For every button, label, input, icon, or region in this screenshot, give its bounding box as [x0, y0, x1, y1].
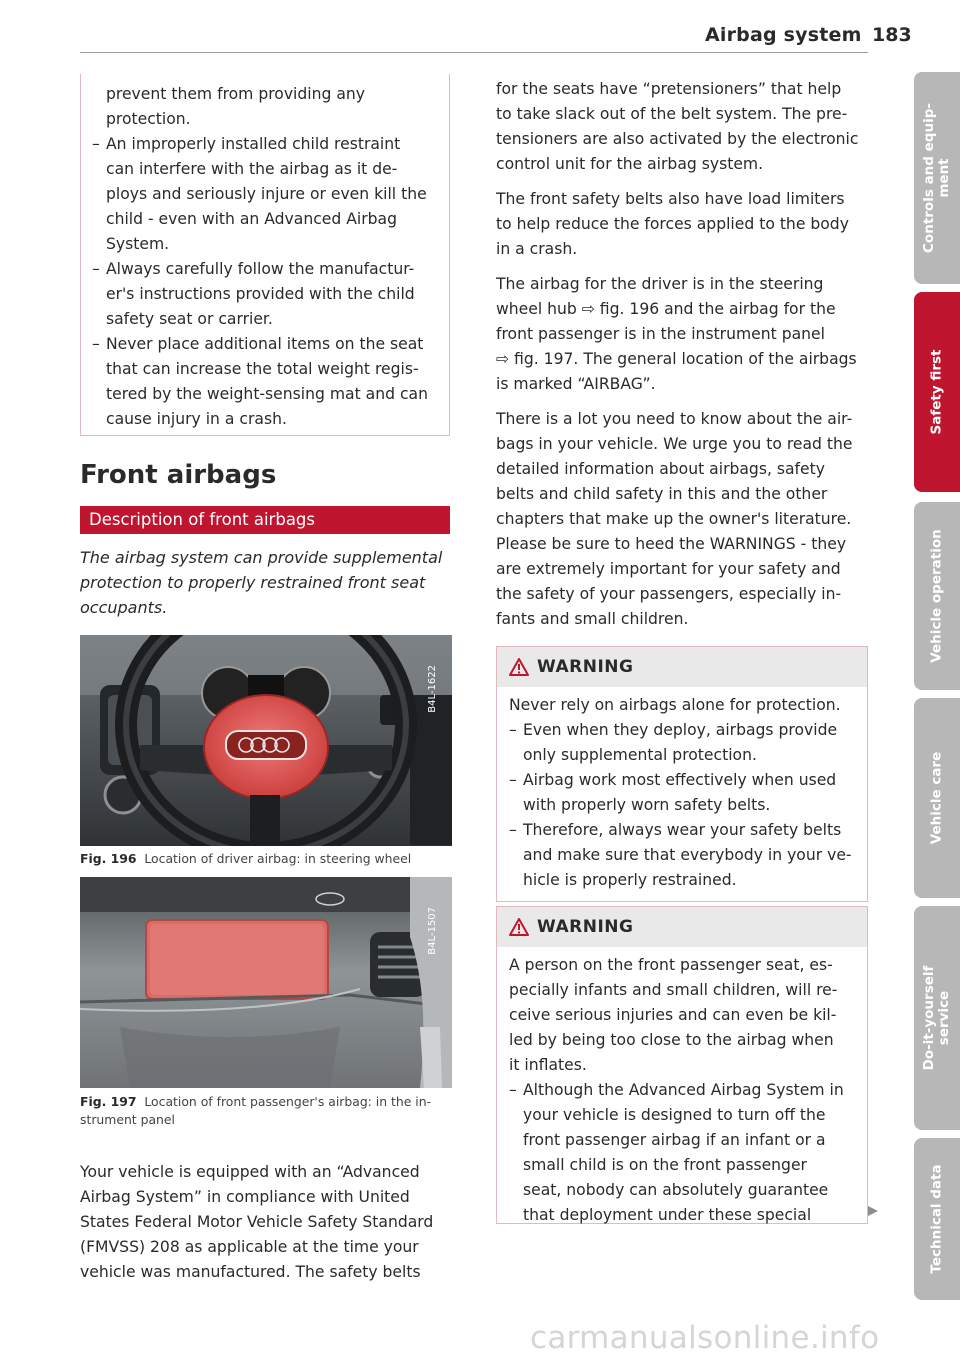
tab-controls-and-equipment[interactable]: Controls and equip- ment	[914, 72, 960, 284]
instrument-panel-illustration	[80, 877, 452, 1088]
continue-arrow-icon	[866, 1203, 880, 1222]
warning-lead: prevent them from providing any protection.	[106, 85, 366, 128]
warning-body: A person on the front passenger seat, es- pecially infants and small children, will re- ceive serious injuries and can even be kil- led by being too close to the airbag when it inflates. – Although the Advanced Airbag System in your vehicle is designed to turn off the front passenger airbag if an infant or a small child is on the front passenger seat, nobody can absolutely guarantee that deployment under these special	[497, 947, 867, 1236]
warning-body: Never rely on airbags alone for protection. – Even when they deploy, airbags provide only supplemental protection. – Airbag work most effectively when used with properly worn safety belts. – Therefore, always wear your safety belts and make sure that everybody in your ve- hicle is properly restrained.	[497, 687, 867, 901]
page-number: 183	[872, 24, 912, 46]
warning-header: WARNING	[497, 647, 867, 687]
warning-item: – Although the Advanced Airbag System in your vehicle is designed to turn off the front passenger airbag if an infant or a small child is on the front passenger seat, nobody can absolutely guarantee that deployment under these special	[509, 1081, 844, 1224]
tab-vehicle-operation[interactable]: Vehicle operation	[914, 502, 960, 690]
warning-item: – An improperly installed child restraint can interfere with the airbag as it de- ploys and seriously injure or even kill the child - even with an Advanced Airbag System.	[92, 135, 427, 253]
tab-vehicle-care[interactable]: Vehicle care	[914, 698, 960, 898]
figure-196-caption: Fig. 196 Location of driver airbag: in steering wheel	[80, 851, 412, 866]
warning-item: – Always carefully follow the manufactur- er's instructions provided with the child safety seat or carrier.	[92, 260, 415, 328]
figure-passenger-airbag	[80, 877, 452, 1088]
warning-continuation	[80, 82, 450, 432]
paragraph: The airbag for the driver is in the steering wheel hub ⇨ fig. 196 and the airbag for the front passenger is in the instrument panel ⇨ fig. 197. The general location of the airbags is marked “AIRBAG”.	[496, 275, 857, 393]
warning-item: – Therefore, always wear your safety belts and make sure that everybody in your ve- hicle is properly restrained.	[509, 821, 852, 889]
tab-do-it-yourself-service[interactable]: Do-it-yourself service	[914, 906, 960, 1130]
section-lead: The airbag system can provide supplemental protection to properly restrained front seat occupants.	[80, 548, 443, 617]
warning-box	[496, 646, 868, 902]
chapter-tabs	[914, 0, 960, 1361]
paragraph: There is a lot you need to know about the air- bags in your vehicle. We urge you to read the detailed information about airbags, safety belts and child safety in this and the other chapters that make up the owner's literature. Please be sure to heed the WARNINGS - they are extremely important for your safety and the safety of your passengers, especially in- fants and small children.	[496, 410, 853, 628]
warning-box	[496, 906, 868, 1224]
section-heading: Front airbags	[80, 460, 277, 490]
figure-code: B4L-1507	[427, 907, 438, 955]
figure-driver-airbag	[80, 635, 452, 846]
paragraph: for the seats have “pretensioners” that help to take slack out of the belt system. The pre- tensioners are also activated by the electronic control unit for the airbag system.	[496, 80, 859, 173]
body-text-right	[496, 77, 868, 632]
paragraph: The front safety belts also have load limiters to help reduce the forces applied to the body in a crash.	[496, 190, 849, 258]
header-divider	[80, 52, 868, 53]
tab-safety-first[interactable]: Safety first	[914, 292, 960, 492]
footer-watermark: carmanualsonline.info	[530, 1320, 880, 1356]
warning-item: – Even when they deploy, airbags provide only supplemental protection.	[509, 721, 838, 764]
tab-technical-data[interactable]: Technical data	[914, 1138, 960, 1300]
warning-triangle-icon	[509, 918, 529, 936]
figure-197-caption: Fig. 197 Location of front passenger's airbag: in the in- strument panel	[80, 1094, 432, 1127]
warning-triangle-icon	[509, 658, 529, 676]
subsection-bar: Description of front airbags	[80, 506, 450, 534]
warning-header: WARNING	[497, 907, 867, 947]
figure-code: B4L-1622	[427, 665, 438, 713]
steering-wheel-illustration	[80, 635, 452, 846]
warning-item: – Never place additional items on the seat that can increase the total weight regis- tered by the weight-sensing mat and can cause injury in a crash.	[92, 335, 428, 428]
body-text-left: Your vehicle is equipped with an “Advanced Airbag System” in compliance with United States Federal Motor Vehicle Safety Standard (FMVSS) 208 as applicable at the time your vehicle was manufactured. The safety belts	[80, 1163, 434, 1281]
warning-item: – Airbag work most effectively when used with properly worn safety belts.	[509, 771, 837, 814]
section-title: Airbag system	[705, 24, 862, 46]
